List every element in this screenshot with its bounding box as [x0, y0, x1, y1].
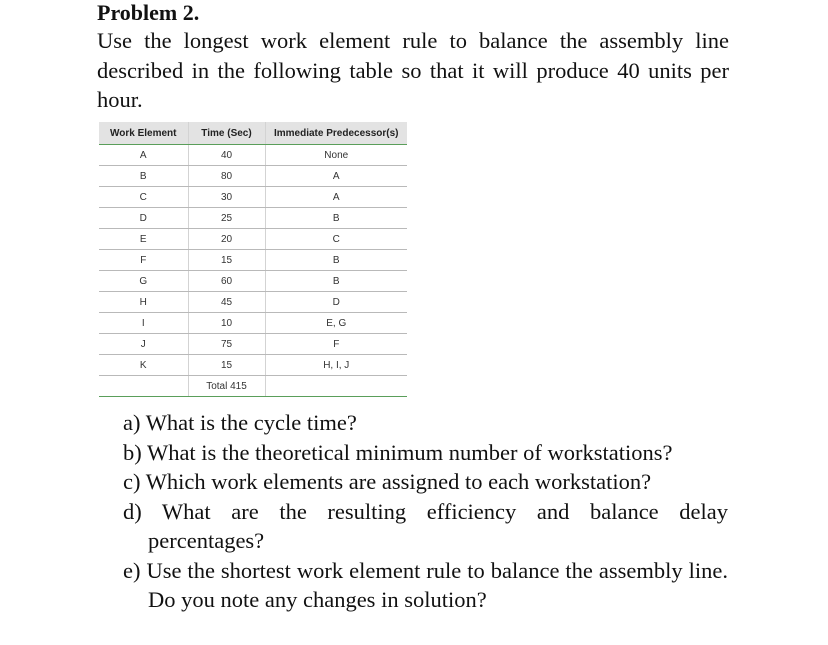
cell-empty: [99, 376, 188, 397]
problem-intro: Use the longest work element rule to balance the assembly line described in the following table so that it will produce 40 units per hour.: [97, 28, 729, 112]
cell-element: J: [99, 334, 188, 355]
table-row: [99, 208, 407, 229]
cell-time: 30: [188, 187, 265, 208]
table-row: [99, 292, 407, 313]
table-row: [99, 313, 407, 334]
question-d: d) What are the resulting efficiency and balance delay percentages?: [123, 498, 728, 553]
header-work-element: Work Element: [99, 122, 188, 145]
table-header-row: [99, 122, 407, 145]
cell-element: H: [99, 292, 188, 313]
problem-title: Problem 2.: [97, 0, 200, 25]
table-total-row: [99, 376, 407, 397]
cell-element: B: [99, 166, 188, 187]
cell-time: 25: [188, 208, 265, 229]
cell-element: F: [99, 250, 188, 271]
cell-total: Total 415: [188, 376, 265, 397]
cell-time: 75: [188, 334, 265, 355]
cell-predecessor: C: [265, 229, 407, 250]
cell-predecessor: B: [265, 208, 407, 229]
table-row: [99, 334, 407, 355]
cell-element: E: [99, 229, 188, 250]
question-e: e) Use the shortest work element rule to balance the assembly line. Do you note any changes in solution?: [123, 557, 728, 612]
cell-predecessor: E, G: [265, 313, 407, 334]
cell-predecessor: A: [265, 187, 407, 208]
cell-element: K: [99, 355, 188, 376]
question-list: [123, 408, 728, 615]
cell-time: 60: [188, 271, 265, 292]
table-row: [99, 166, 407, 187]
table-row: [99, 271, 407, 292]
cell-time: 45: [188, 292, 265, 313]
header-predecessors: Immediate Predecessor(s): [265, 122, 407, 145]
header-time: Time (Sec): [188, 122, 265, 145]
cell-empty: [265, 376, 407, 397]
question-c: c) Which work elements are assigned to each workstation?: [123, 469, 652, 494]
work-element-table: [99, 122, 407, 397]
cell-time: 40: [188, 145, 265, 166]
table-row: [99, 145, 407, 166]
cell-element: I: [99, 313, 188, 334]
cell-element: D: [99, 208, 188, 229]
cell-time: 20: [188, 229, 265, 250]
cell-element: G: [99, 271, 188, 292]
work-element-table-container: [99, 122, 407, 397]
table-row: [99, 250, 407, 271]
question-b: b) What is the theoretical minimum number of workstations?: [123, 439, 673, 465]
table-row: [99, 187, 407, 208]
cell-element: C: [99, 187, 188, 208]
cell-predecessor: H, I, J: [265, 355, 407, 376]
cell-predecessor: A: [265, 166, 407, 187]
cell-predecessor: F: [265, 334, 407, 355]
cell-element: A: [99, 145, 188, 166]
cell-predecessor: D: [265, 292, 407, 313]
cell-predecessor: B: [265, 271, 407, 292]
cell-predecessor: B: [265, 250, 407, 271]
cell-time: 80: [188, 166, 265, 187]
table-row: [99, 229, 407, 250]
cell-time: 15: [188, 250, 265, 271]
question-a: a) What is the cycle time?: [123, 410, 357, 435]
cell-time: 15: [188, 355, 265, 376]
table-row: [99, 355, 407, 376]
cell-predecessor: None: [265, 145, 407, 166]
cell-time: 10: [188, 313, 265, 334]
